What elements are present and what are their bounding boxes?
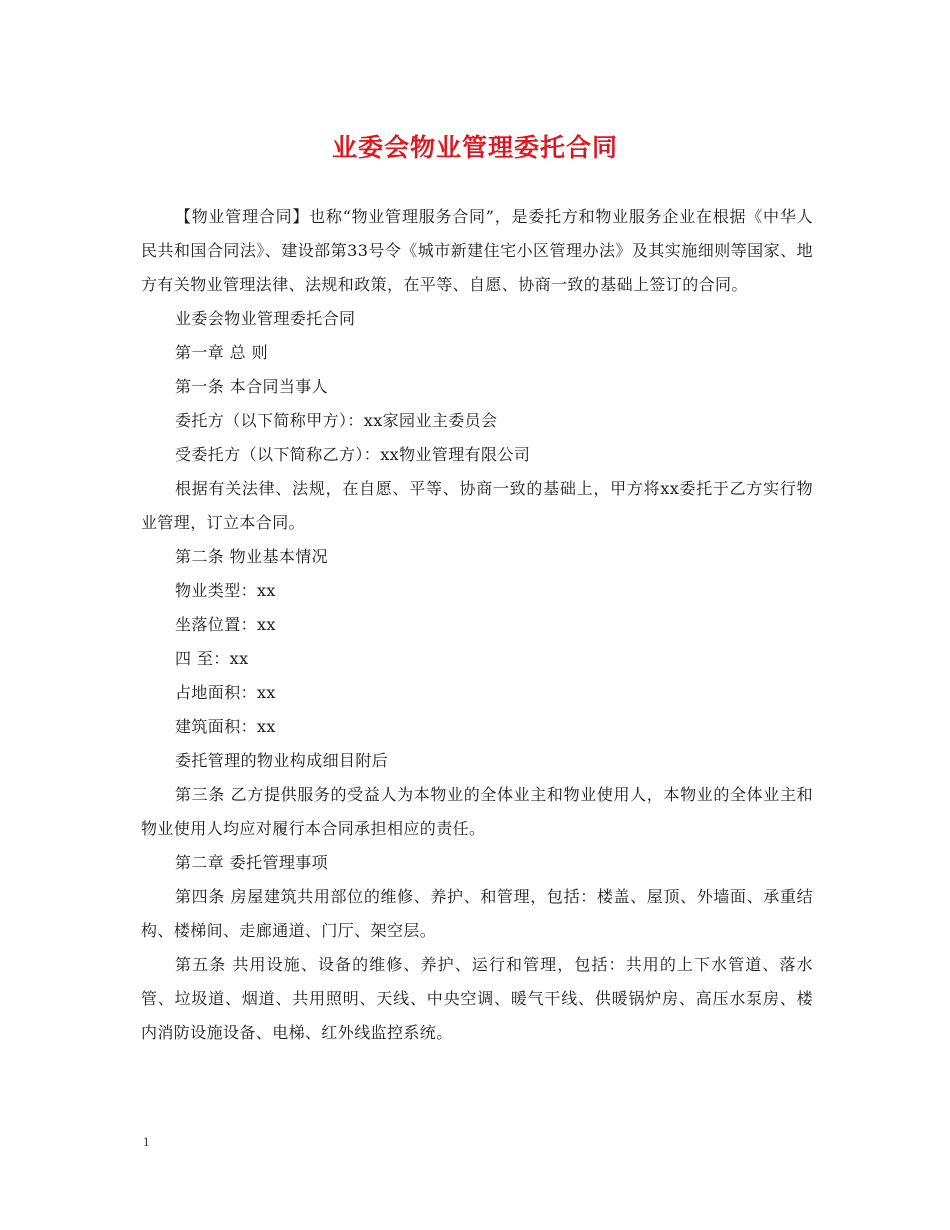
paragraph: 坐落位置：xx <box>175 615 276 634</box>
paragraph: 第一章 总 则 <box>175 343 268 362</box>
paragraph: 四 至：xx <box>175 649 249 668</box>
document-title: 业委会物业管理委托合同 <box>331 133 618 162</box>
paragraph: 建筑面积：xx <box>175 717 276 736</box>
paragraph: 第四条 房屋建筑共用部位的维修、养护、和管理，包括：楼盖、屋顶、外墙面、承重结构、楼梯间、走廊通道、门厅、架空层。 <box>141 887 813 940</box>
paragraph: 受委托方（以下简称乙方）：xx物业管理有限公司 <box>175 445 531 464</box>
paragraph: 第二章 委托管理事项 <box>175 853 329 872</box>
paragraph: 第一条 本合同当事人 <box>175 377 329 396</box>
paragraph: 委托管理的物业构成细目附后 <box>175 751 389 770</box>
page-number: 1 <box>143 1134 150 1149</box>
document-body <box>141 200 813 1050</box>
paragraph: 第三条 乙方提供服务的受益人为本物业的全体业主和物业使用人，本物业的全体业主和物业使用人均应对履行本合同承担相应的责任。 <box>141 785 813 838</box>
paragraph: 根据有关法律、法规，在自愿、平等、协商一致的基础上，甲方将xx委托于乙方实行物业管理，订立本合同。 <box>141 479 813 532</box>
paragraph: 占地面积：xx <box>175 683 276 702</box>
paragraph: 【物业管理合同】也称“物业管理服务合同”，是委托方和物业服务企业在根据《中华人民共和国合同法》、建设部第33号令《城市新建住宅小区管理办法》及其实施细则等国家、地方有关物业管理法律、法规和政策，在平等、自愿、协商一致的基础上签订的合同。 <box>141 207 813 294</box>
paragraph: 业委会物业管理委托合同 <box>175 309 356 328</box>
paragraph: 第五条 共用设施、设备的维修、养护、运行和管理，包括：共用的上下水管道、落水管、垃圾道、烟道、共用照明、天线、中央空调、暖气干线、供暖锅炉房、高压水泵房、楼内消防设施设备、电梯、红外线监控系统。 <box>141 955 813 1042</box>
paragraph: 第二条 物业基本情况 <box>175 547 329 566</box>
paragraph: 物业类型：xx <box>175 581 276 600</box>
paragraph: 委托方（以下简称甲方）：xx家园业主委员会 <box>175 411 498 430</box>
